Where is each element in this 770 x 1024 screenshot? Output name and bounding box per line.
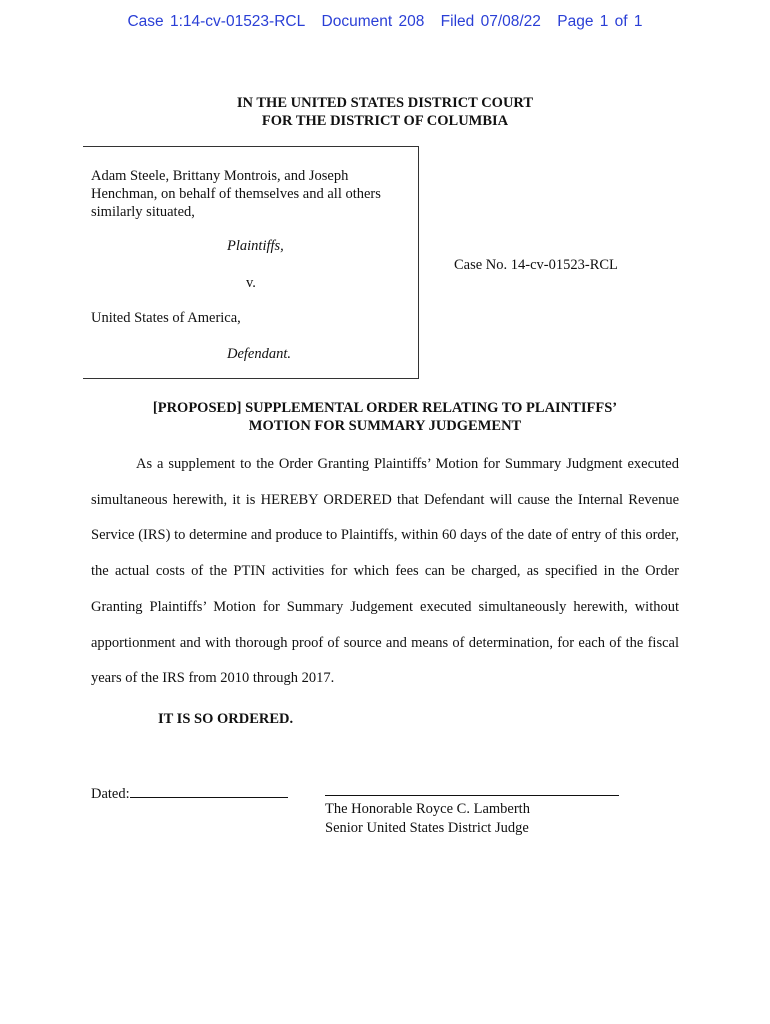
plaintiffs-names: Adam Steele, Brittany Montrois, and Joseph Henchman, on behalf of themselves and all others similarly situated,	[91, 168, 381, 220]
dated-blank-line	[130, 783, 288, 798]
court-heading-line1: IN THE UNITED STATES DISTRICT COURT	[236, 95, 534, 111]
versus-label: v.	[246, 275, 256, 291]
ecf-header-stamp	[0, 13, 770, 31]
signature-line	[325, 795, 619, 796]
dated-label: Dated:	[91, 786, 130, 802]
plaintiffs-label: Plaintiffs,	[227, 238, 284, 254]
order-title-line1: [PROPOSED] SUPPLEMENTAL ORDER RELATING TO PLAINTIFFS’	[152, 400, 618, 416]
defendant-label: Defendant.	[227, 346, 292, 362]
order-body-paragraph: As a supplement to the Order Granting Plaintiffs’ Motion for Summary Judgment executed simultaneous herewith, it is HEREBY ORDERED that Defendant will cause the Internal Revenue Service (IRS) to determine and produce to Plaintiffs, within 60 days of the date of entry of this order, the actual costs of the PTIN activities for which fees can be charged, as specified in the Order Granting Plaintiffs’ Motion for Summary Judgement executed simultaneously herewith, without apportionment and with thorough proof of source and means of determination, for each of the fiscal years of the IRS from 2010 through 2017.	[91, 456, 679, 687]
so-ordered-statement: IT IS SO ORDERED.	[158, 711, 294, 727]
stamp-document-number: Document 208	[321, 13, 425, 30]
stamp-case-number: Case 1:14-cv-01523-RCL	[127, 13, 306, 30]
stamp-page-count: Page 1 of 1	[557, 13, 643, 30]
judge-title: Senior United States District Judge	[325, 819, 529, 836]
order-title-line2: MOTION FOR SUMMARY JUDGEMENT	[248, 418, 522, 434]
judge-name: The Honorable Royce C. Lamberth	[325, 801, 530, 817]
court-heading-line2: FOR THE DISTRICT OF COLUMBIA	[261, 113, 509, 129]
order-title	[0, 399, 770, 435]
dated-field	[91, 783, 288, 803]
stamp-filed-date: Filed 07/08/22	[440, 13, 541, 30]
court-heading	[0, 94, 770, 130]
defendant-name: United States of America,	[91, 310, 241, 326]
judge-signature-block	[325, 800, 530, 837]
case-number: Case No. 14-cv-01523-RCL	[454, 257, 618, 273]
